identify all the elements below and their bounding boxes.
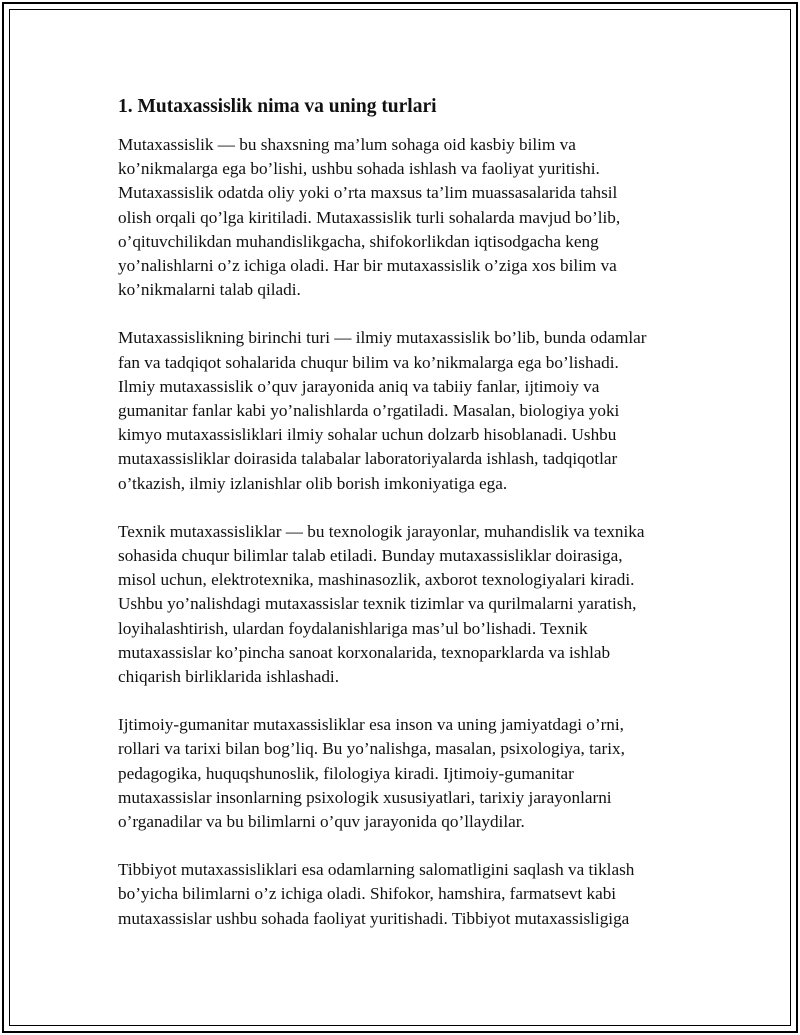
- text-line: mutaxassislar ko’pincha sanoat korxonalarida, texnoparklarda va ishlab: [118, 642, 611, 662]
- text-line: Ijtimoiy-gumanitar mutaxassisliklar esa inson va uning jamiyatdagi o’rni,: [118, 715, 624, 735]
- text-line: mutaxassislar ushbu sohada faoliyat yuritishadi. Tibbiyot mutaxassisligiga: [118, 908, 630, 928]
- text-line: rollari va tarixi bilan bog’liq. Bu yo’nalishga, masalan, psixologiya, tarix,: [118, 739, 625, 759]
- text-line: Texnik mutaxassisliklar — bu texnologik jarayonlar, muhandislik va texnika: [118, 521, 645, 541]
- paragraph: [118, 326, 698, 495]
- paragraph: [118, 520, 698, 689]
- text-line: ko’nikmalarga ega bo’lishi, ushbu sohada ishlash va faoliyat yuritishi.: [118, 159, 600, 179]
- text-line: gumanitar fanlar kabi yo’nalishlarda o’rgatiladi. Masalan, biologiya yoki: [118, 401, 620, 421]
- section-heading: 1. Mutaxassislik nima va uning turlari: [118, 96, 437, 117]
- document-body: [118, 94, 698, 955]
- text-line: fan va tadqiqot sohalarida chuqur bilim va ko’nikmalarga ega bo’lishadi.: [118, 352, 619, 372]
- text-line: mutaxassislar insonlarning psixologik xususiyatlari, tarixiy jarayonlarni: [118, 787, 612, 807]
- paragraph: [118, 133, 698, 302]
- text-line: Tibbiyot mutaxassisliklari esa odamlarning salomatligini saqlash va tiklash: [118, 860, 635, 880]
- text-line: sohasida chuqur bilimlar talab etiladi. Bunday mutaxassisliklar doirasiga,: [118, 546, 623, 566]
- text-line: ko’nikmalarni talab qiladi.: [118, 280, 301, 300]
- text-line: o’tkazish, ilmiy izlanishlar olib borish imkoniyatiga ega.: [118, 473, 508, 493]
- text-line: Ushbu yo’nalishdagi mutaxassislar texnik tizimlar va qurilmalarni yaratish,: [118, 594, 637, 614]
- text-line: kimyo mutaxassisliklari ilmiy sohalar uchun dolzarb hisoblanadi. Ushbu: [118, 425, 617, 445]
- text-line: Mutaxassislik — bu shaxsning ma’lum sohaga oid kasbiy bilim va: [118, 135, 576, 154]
- text-line: misol uchun, elektrotexnika, mashinasozlik, axborot texnologiyalari kiradi.: [118, 570, 635, 590]
- text-line: mutaxassisliklar doirasida talabalar laboratoriyalarda ishlash, tadqiqotlar: [118, 449, 618, 469]
- text-line: Ilmiy mutaxassislik o’quv jarayonida aniq va tabiiy fanlar, ijtimoiy va: [118, 376, 600, 396]
- text-line: Mutaxassislikning birinchi turi — ilmiy mutaxassislik bo’lib, bunda odamlar: [118, 328, 647, 348]
- text-line: o’qituvchilikdan muhandislikgacha, shifokorlikdan iqtisodgacha keng: [118, 231, 599, 251]
- text-line: pedagogika, huquqshunoslik, filologiya kiradi. Ijtimoiy-gumanitar: [118, 763, 574, 783]
- text-line: olish orqali qo’lga kiritiladi. Mutaxassislik turli sohalarda mavjud bo’lib,: [118, 207, 621, 227]
- paragraph: [118, 858, 698, 931]
- paragraph: [118, 713, 698, 834]
- paragraph-list: [118, 133, 698, 931]
- text-line: o’rganadilar va bu bilimlarni o’quv jarayonida qo’llaydilar.: [118, 812, 525, 832]
- text-line: loyihalashtirish, ulardan foydalanishlariga mas’ul bo’lishadi. Texnik: [118, 618, 588, 638]
- text-line: yo’nalishlarni o’z ichiga oladi. Har bir mutaxassislik o’ziga xos bilim va: [118, 256, 617, 276]
- text-line: Mutaxassislik odatda oliy yoki o’rta maxsus ta’lim muassasalarida tahsil: [118, 183, 618, 203]
- text-line: bo’yicha bilimlarni o’z ichiga oladi. Shifokor, hamshira, farmatsevt kabi: [118, 884, 617, 904]
- text-line: chiqarish birliklarida ishlashadi.: [118, 667, 339, 687]
